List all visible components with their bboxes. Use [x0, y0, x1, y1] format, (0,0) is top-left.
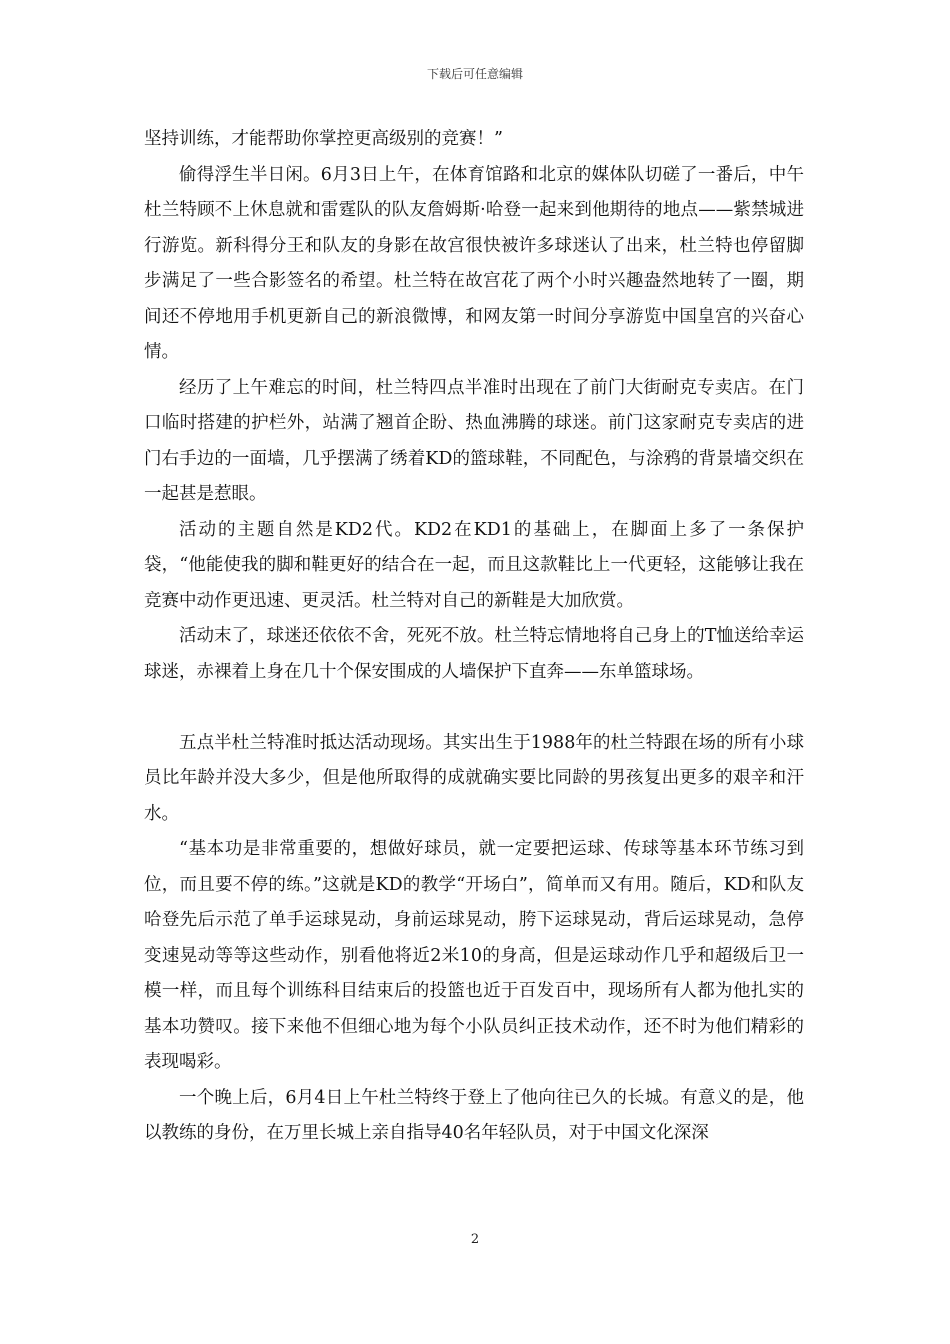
paragraph-7: “基本功是非常重要的，想做好球员，就一定要把运球、传球等基本环节练习到位，而且要不停的练。”这就是KD的教学“开场白”，简单而又有用。随后，KD和队友哈登先后示范了单手运球晃动，身前运球晃动，胯下运球晃动，背后运球晃动，急停变速晃动等等这些动作，别看他将近2米10的身高，但是运球动作几乎和超级后卫一模一样，而且每个训练科目结束后的投篮也近于百发百中，现场所有人都为他扎实的基本功赞叹。接下来他不但细心地为每个小队员纠正技术动作，还不时为他们精彩的表现喝彩。 [144, 839, 804, 1072]
page-header: 下载后可任意编辑 [426, 67, 523, 81]
paragraph-gap [144, 690, 804, 726]
paragraph-3: 经历了上午难忘的时间，杜兰特四点半准时出现在了前门大街耐克专卖店。在门口临时搭建的护栏外，站满了翘首企盼、热血沸腾的球迷。前门这家耐克专卖店的进门右手边的一面墙，几乎摆满了绣着KD的篮球鞋，不同配色，与涂鸦的背景墙交织在一起甚是惹眼。 [144, 377, 804, 504]
paragraph-6: 五点半杜兰特准时抵达活动现场。其实出生于1988年的杜兰特跟在场的所有小球员比年龄并没大多少，但是他所取得的成就确实要比同龄的男孩复出更多的艰辛和汗水。 [144, 732, 804, 824]
paragraph-8: 一个晚上后，6月4日上午杜兰特终于登上了他向往已久的长城。有意义的是，他以教练的身份，在万里长城上亲自指导40名年轻队员，对于中国文化深深 [144, 1087, 804, 1143]
page-number: 2 [470, 1232, 480, 1247]
document-body [144, 122, 804, 1152]
paragraph-5: 活动末了，球迷还依依不舍，死死不放。杜兰特忘情地将自己身上的T恤送给幸运球迷，赤裸着上身在几十个保安围成的人墙保护下直奔——东单篮球场。 [144, 626, 804, 682]
paragraph-1: 坚持训练，才能帮助你掌控更高级别的竞赛！” [144, 129, 503, 149]
paragraph-4: 活动的主题自然是KD2代。KD2在KD1的基础上，在脚面上多了一条保护袋，“他能使我的脚和鞋更好的结合在一起，而且这款鞋比上一代更轻，这能够让我在竞赛中动作更迅速、更灵活。杜兰特对自己的新鞋是大加欣赏。 [144, 519, 804, 611]
paragraph-2: 偷得浮生半日闲。6月3日上午，在体育馆路和北京的媒体队切磋了一番后，中午杜兰特顾不上休息就和雷霆队的队友詹姆斯·哈登一起来到他期待的地点——紫禁城进行游览。新科得分王和队友的身影在故宫很快被许多球迷认了出来，杜兰特也停留脚步满足了一些合影签名的希望。杜兰特在故宫花了两个小时兴趣盎然地转了一圈，期间还不停地用手机更新自己的新浪微博，和网友第一时间分享游览中国皇宫的兴奋心情。 [144, 164, 804, 362]
